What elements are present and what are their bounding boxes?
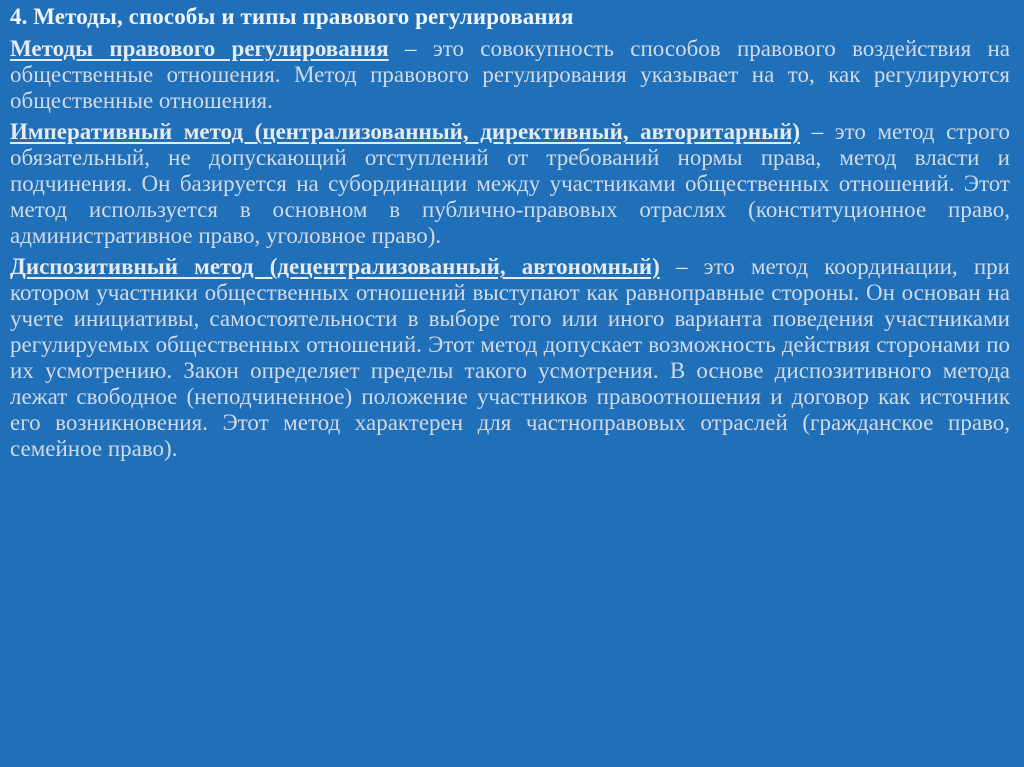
slide-title: 4. Методы, способы и типы правового регулирования — [10, 4, 574, 29]
paragraph-dispositive — [10, 254, 1010, 462]
paragraph-imperative — [10, 119, 1010, 249]
paragraph-methods — [10, 36, 1010, 114]
paragraph-text: это совокупность способов правового воздействия на общественные отношения. Метод правового регулирования указывает на то, как регулируются общественные отношения. — [10, 36, 1011, 113]
dash-separator: – — [659, 254, 704, 279]
dash-separator: – — [800, 119, 835, 144]
paragraph-text: это метод строго обязательный, не допускающий отступлений от требований нормы права, метод власти и подчинения. Он базируется на субординации между участниками общественных отношений. Этот метод используется в основном в публично-правовых отраслях (конституционное право, административное право, уголовное право). — [10, 119, 1010, 248]
paragraph-text: это метод координации, при котором участники общественных отношений выступают как равноправные стороны. Он основан на учете инициативы, самостоятельности в выборе того или иного варианта поведения участниками регулируемых общественных отношений. Этот метод допускает возможность действия сторонами по их усмотрению. Закон определяет пределы такого усмотрения. В основе диспозитивного метода лежат свободное (неподчиненное) положение участников правоотношения и договор как источник его возникновения. Этот метод характерен для частноправовых отраслей (гражданское право, семейное право). — [10, 254, 1010, 461]
term-dispositive: Диспозитивный метод (децентрализованный, автономный) — [10, 254, 660, 279]
dash-separator: – — [388, 36, 433, 61]
term-methods: Методы правового регулирования — [10, 36, 389, 61]
term-imperative: Императивный метод (централизованный, директивный, авторитарный) — [10, 119, 801, 144]
